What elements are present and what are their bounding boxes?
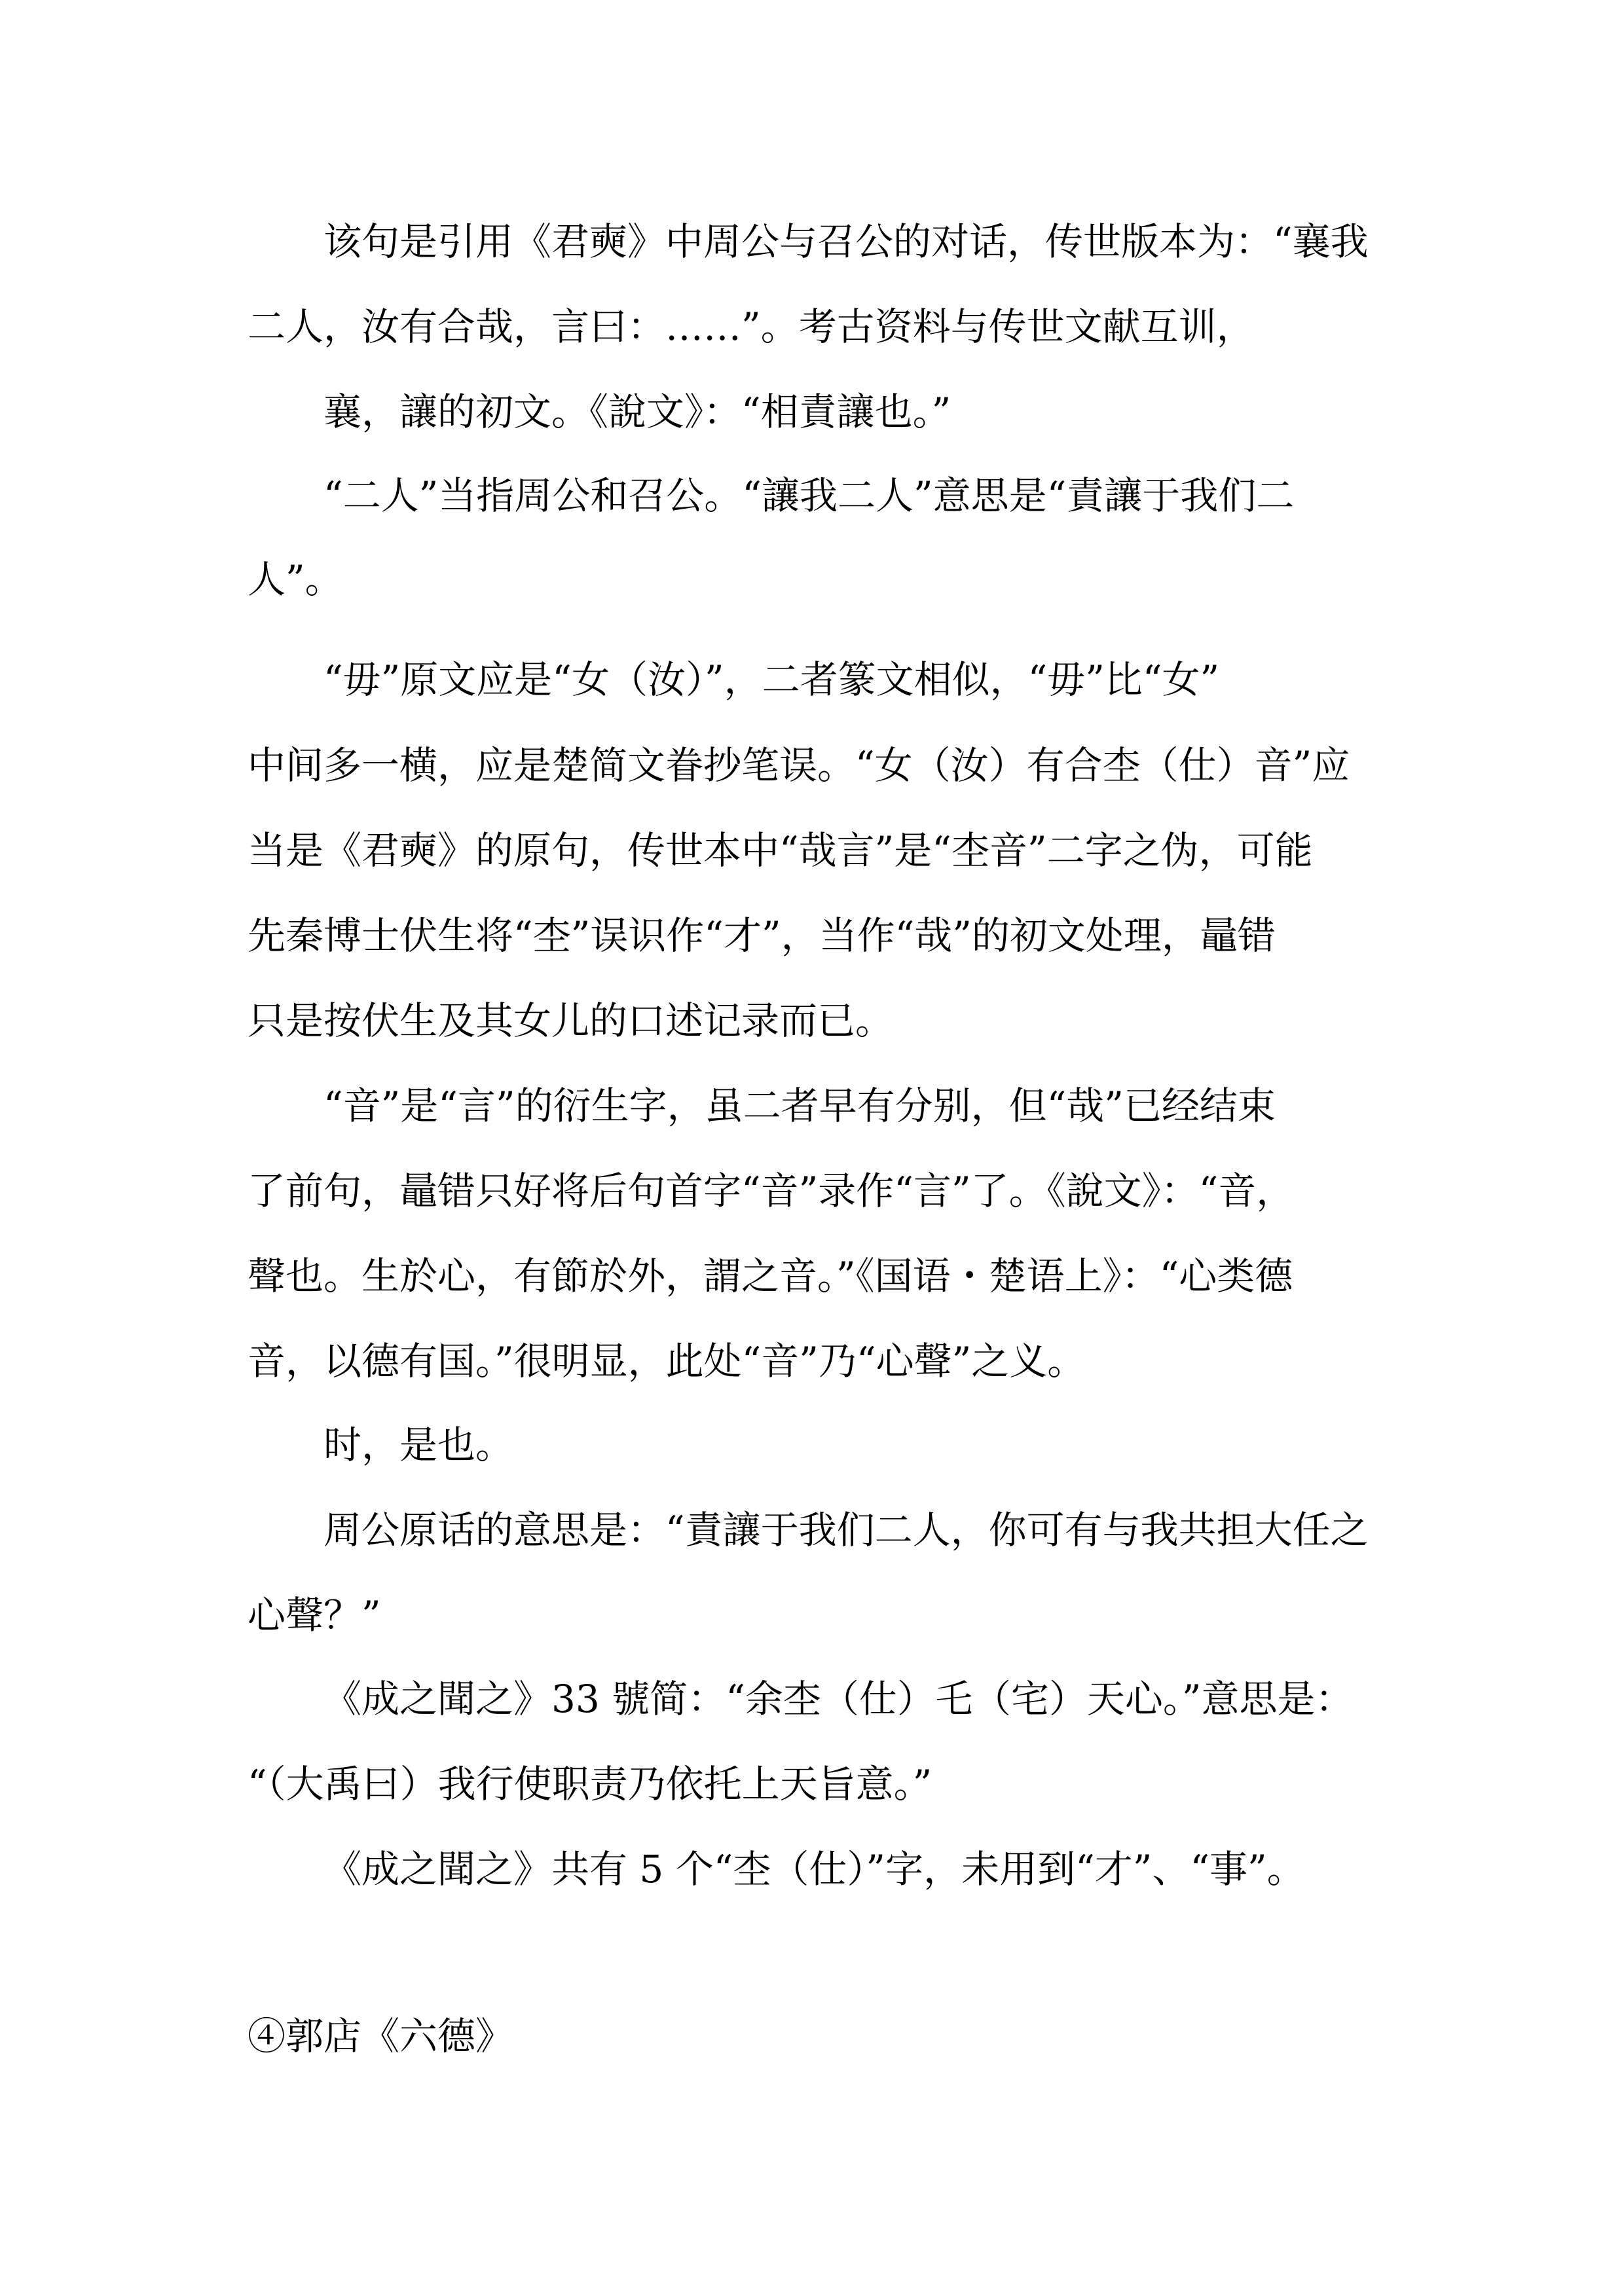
text-line-18: 《成之聞之》33 號简：“余杢（仕）乇（宅）天心。”意思是：	[323, 1677, 1354, 1721]
text-line-17: 心聲？”	[248, 1593, 381, 1637]
text-line-11: “音”是“言”的衍生字，虽二者早有分别，但“哉”已经结束	[323, 1084, 1276, 1128]
text-line-7: 中间多一横，应是楚简文眷抄笔误。“女（汝）有合杢（仕）音”应	[248, 743, 1350, 788]
text-line-8: 当是《君奭》的原句，传世本中“哉言”是“杢音”二字之伪，可能	[248, 828, 1313, 873]
text-line-2: 二人，汝有合哉，言曰：……”。考古资料与传世文献互训，	[248, 304, 1255, 349]
text-line-20: 《成之聞之》共有 5 个“杢（仕）”字，未用到“才”、“事”。	[323, 1847, 1305, 1891]
text-line-13: 聲也。生於心，有節於外，謂之音。”《国语・楚语上》：“心类德	[248, 1254, 1293, 1298]
text-line-12: 了前句，鼂错只好将后句首字“音”录作“言”了。《說文》：“音，	[248, 1169, 1295, 1213]
text-line-14: 音，以德有国。”很明显，此处“音”乃“心聲”之义。	[248, 1339, 1086, 1383]
text-line-9: 先秦博士伏生将“杢”误识作“才”，当作“哉”的初文处理，鼂错	[248, 913, 1276, 958]
text-line-6: “毋”原文应是“女（汝）”，二者篆文相似，“毋”比“女”	[323, 657, 1220, 702]
text-line-4: “二人”当指周公和召公。“讓我二人”意思是“責讓于我们二	[323, 473, 1295, 518]
text-line-10: 只是按伏生及其女儿的口述记录而已。	[248, 998, 894, 1043]
text-line-1: 该句是引用《君奭》中周公与召公的对话，传世版本为：“襄我	[323, 219, 1369, 264]
text-line-15: 时，是也。	[323, 1423, 514, 1467]
text-line-19: “（大禹曰）我行使职责乃依托上天旨意。”	[248, 1762, 932, 1806]
text-line-3: 襄，讓的初文。《說文》：“相責讓也。”	[323, 390, 951, 434]
text-line-5: 人”。	[248, 557, 343, 602]
section-heading: ④郭店《六德》	[248, 2014, 514, 2058]
text-line-16: 周公原话的意思是：“責讓于我们二人，你可有与我共担大任之	[323, 1508, 1369, 1552]
